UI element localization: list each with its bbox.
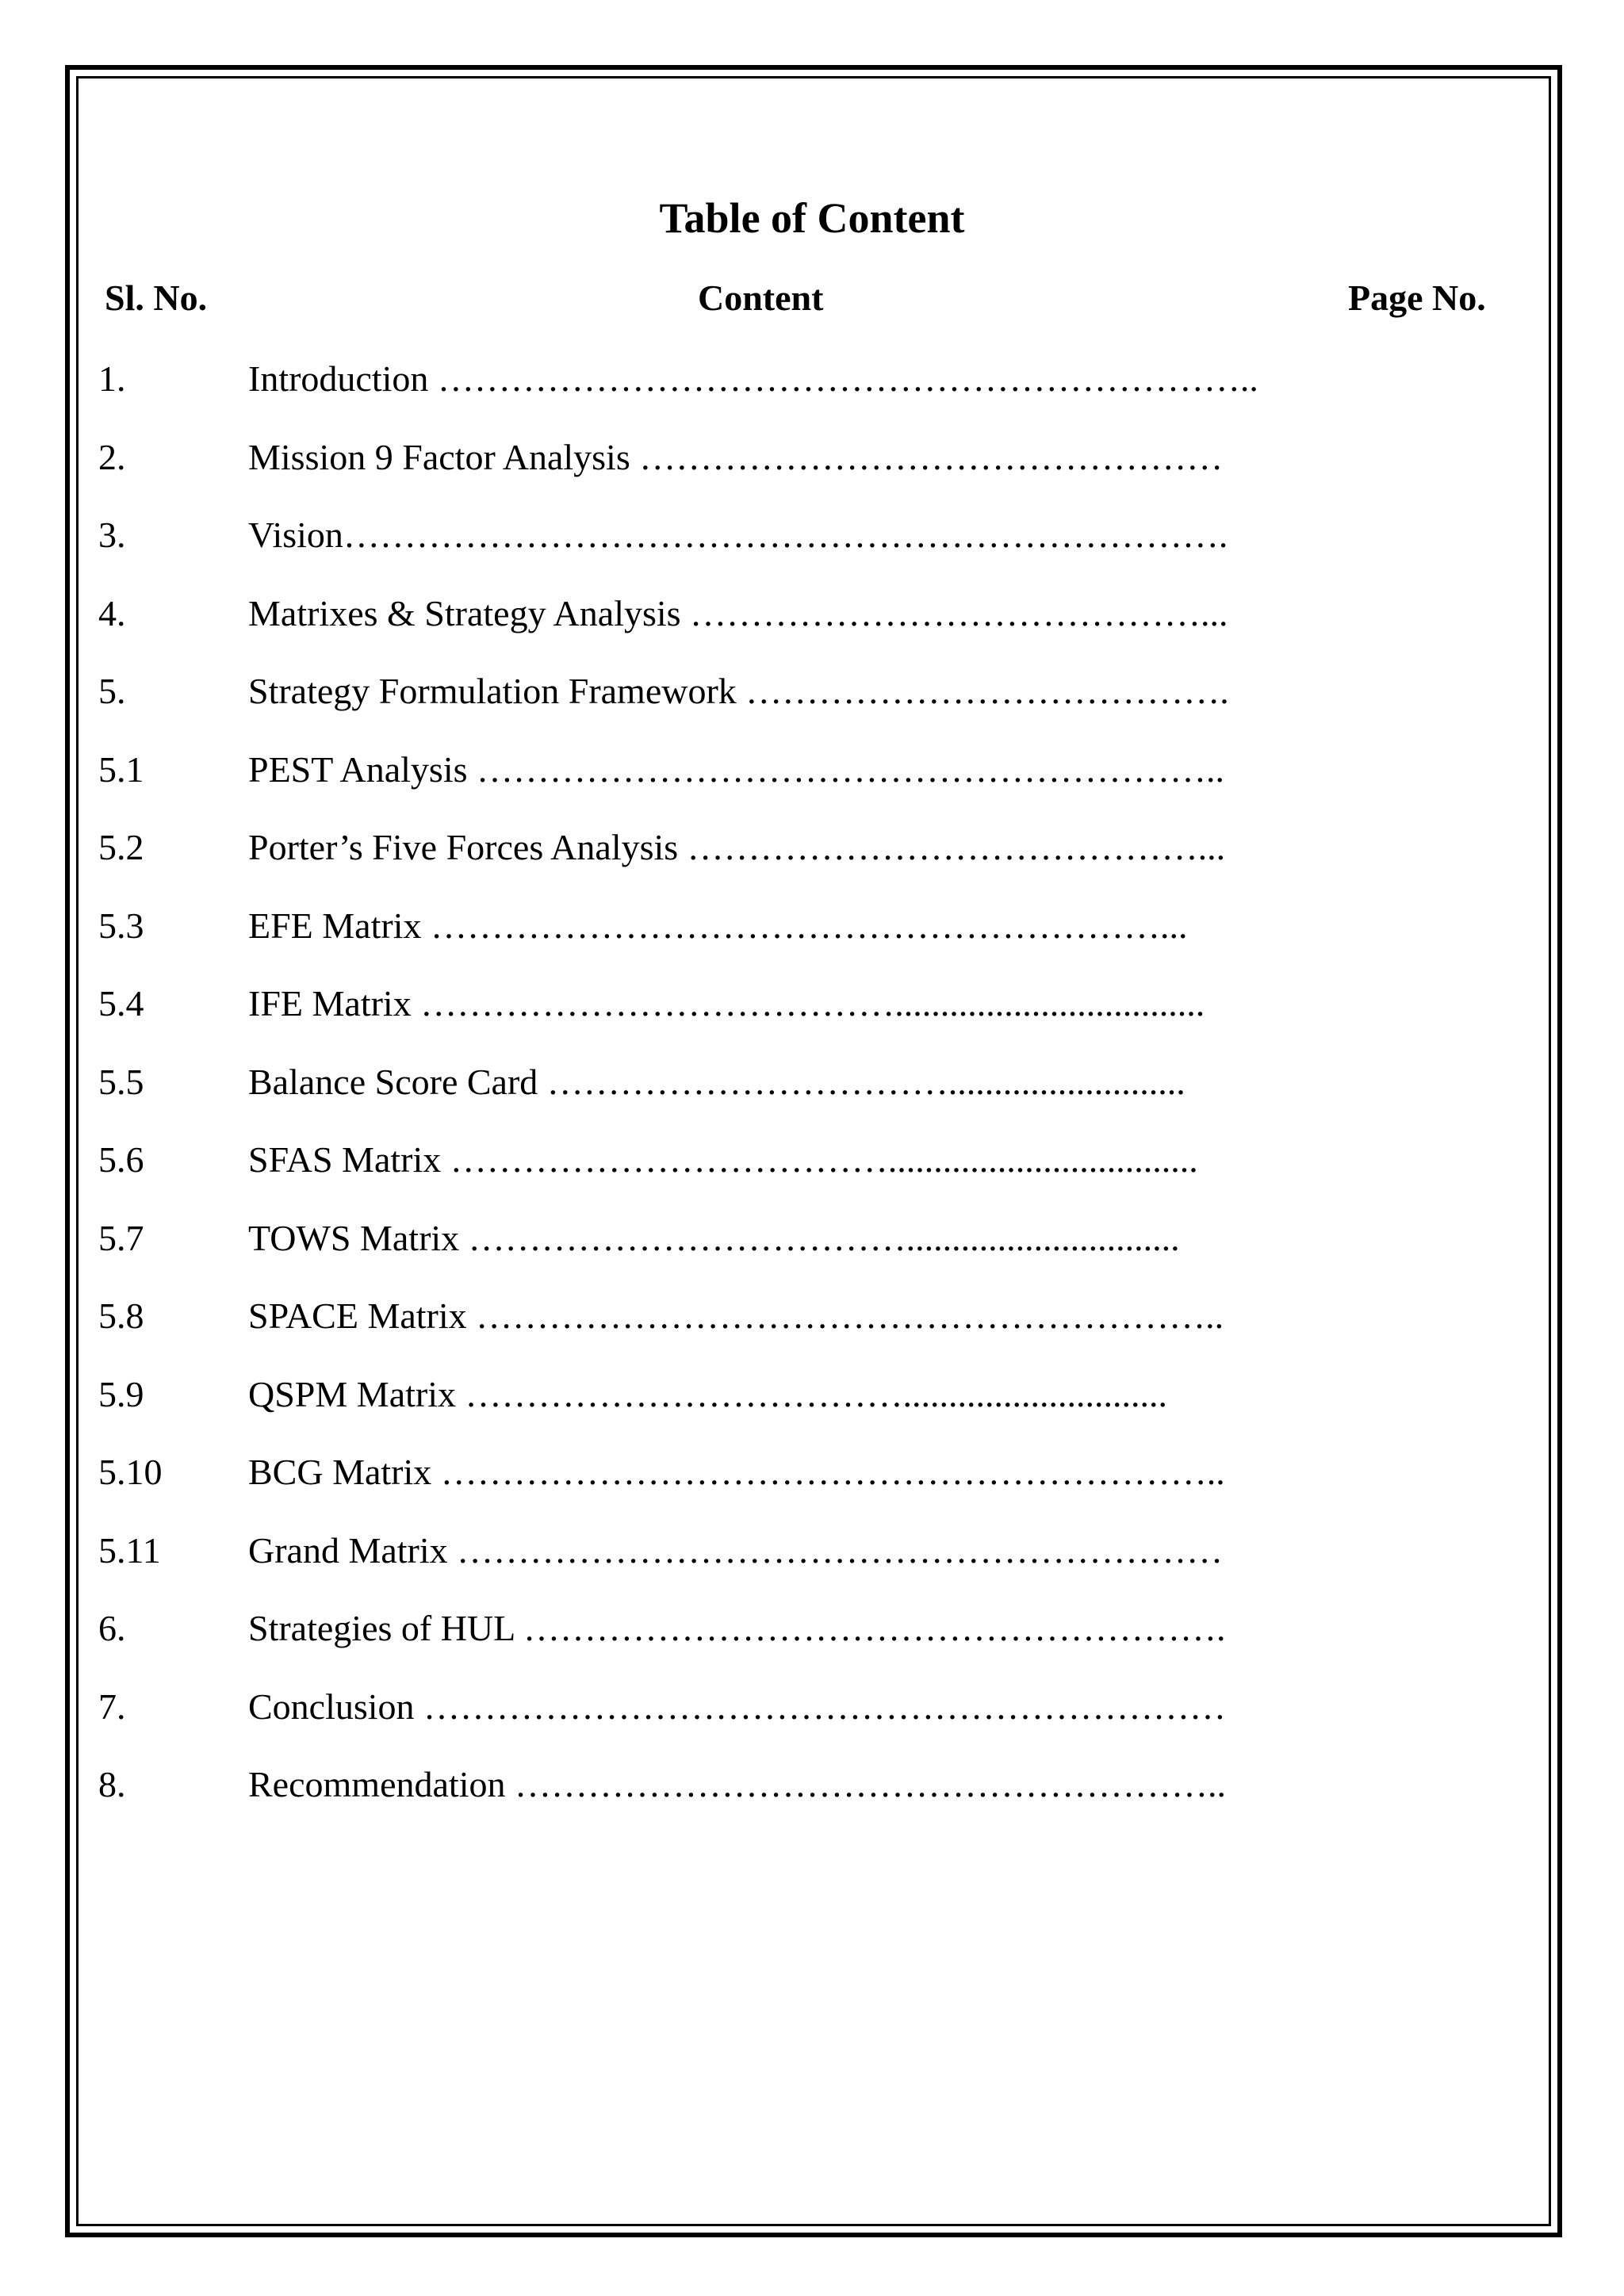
toc-section-number: 7.: [98, 1686, 126, 1727]
toc-entry-title: QSPM Matrix ……………………………….............................: [248, 1373, 1167, 1414]
toc-section-number: 5.11: [98, 1529, 161, 1571]
toc-row: [0, 902, 1624, 981]
toc-entry-title: Matrixes & Strategy Analysis ……………………………………...: [248, 592, 1228, 633]
toc-row: [0, 1371, 1624, 1449]
toc-entry-title: TOWS Matrix ………………………………..............................: [248, 1217, 1180, 1258]
toc-row: [0, 746, 1624, 825]
toc-section-number: 3.: [98, 515, 126, 555]
toc-row: [0, 1527, 1624, 1605]
toc-section-number: 5.3: [98, 905, 144, 946]
toc-entry-title: EFE Matrix ……………………………………………………...: [248, 905, 1188, 946]
toc-row: [0, 1136, 1624, 1215]
toc-entry-title: IFE Matrix …………………………………..................................: [248, 983, 1205, 1024]
toc-row: [0, 590, 1624, 668]
toc-section-number: 8.: [98, 1764, 126, 1804]
toc-row: [0, 824, 1624, 902]
toc-section-number: 5.7: [98, 1217, 144, 1258]
toc-section-number: 5.8: [98, 1295, 144, 1336]
toc-row: [0, 980, 1624, 1058]
header-page-no: Page No.: [1348, 277, 1486, 318]
toc-section-number: 4.: [98, 592, 126, 633]
toc-row: [0, 1215, 1624, 1293]
toc-entry-title: PEST Analysis ……………………………………………………..: [248, 748, 1224, 790]
toc-entry-title: SFAS Matrix ………………………………..................................: [248, 1139, 1198, 1180]
toc-entry-title: BCG Matrix ………………………………………………………..: [248, 1452, 1225, 1492]
toc-section-number: 5.4: [98, 983, 144, 1024]
toc-section-number: 5.5: [98, 1061, 144, 1102]
toc-list: [0, 355, 1624, 1839]
toc-section-number: 5.1: [98, 748, 144, 790]
toc-section-number: 5.6: [98, 1139, 144, 1180]
toc-entry-title: Mission 9 Factor Analysis …………………………………………: [248, 436, 1224, 477]
toc-section-number: 1.: [98, 358, 126, 399]
toc-section-number: 5.9: [98, 1373, 144, 1414]
toc-row: [0, 1448, 1624, 1527]
toc-section-number: 6.: [98, 1608, 126, 1648]
toc-row: [0, 1605, 1624, 1683]
header-sl-no: Sl. No.: [105, 277, 208, 318]
toc-row: [0, 1292, 1624, 1371]
toc-entry-title: Strategies of HUL ………………………………………………….: [248, 1608, 1226, 1648]
toc-row: [0, 1058, 1624, 1137]
toc-entry-title: Recommendation …………………………………………………..: [248, 1764, 1226, 1804]
toc-section-number: 5.: [98, 671, 126, 711]
page-title: Table of Content: [659, 194, 965, 242]
toc-section-number: 2.: [98, 436, 126, 477]
toc-row: [0, 668, 1624, 746]
toc-row: [0, 511, 1624, 590]
toc-entry-title: Conclusion …………………………………………………………: [248, 1686, 1227, 1727]
toc-row: [0, 355, 1624, 434]
toc-row: [0, 1683, 1624, 1762]
header-content: Content: [698, 277, 824, 318]
toc-entry-title: Strategy Formulation Framework ………………………………….: [248, 671, 1229, 711]
toc-entry-title: Balance Score Card ……………………………..........................: [248, 1061, 1185, 1102]
toc-entry-title: Grand Matrix ………………………………………………………: [248, 1529, 1224, 1571]
toc-row: [0, 1761, 1624, 1839]
toc-entry-title: SPACE Matrix ……………………………………………………..: [248, 1295, 1224, 1336]
toc-row: [0, 434, 1624, 512]
toc-entry-title: Vision……………………………………………………………….: [248, 515, 1228, 555]
toc-section-number: 5.10: [98, 1452, 163, 1492]
toc-entry-title: Porter’s Five Forces Analysis ……………………………………...: [248, 827, 1226, 867]
toc-section-number: 5.2: [98, 827, 144, 867]
toc-entry-title: Introduction …………………………………………………………..: [248, 358, 1258, 399]
